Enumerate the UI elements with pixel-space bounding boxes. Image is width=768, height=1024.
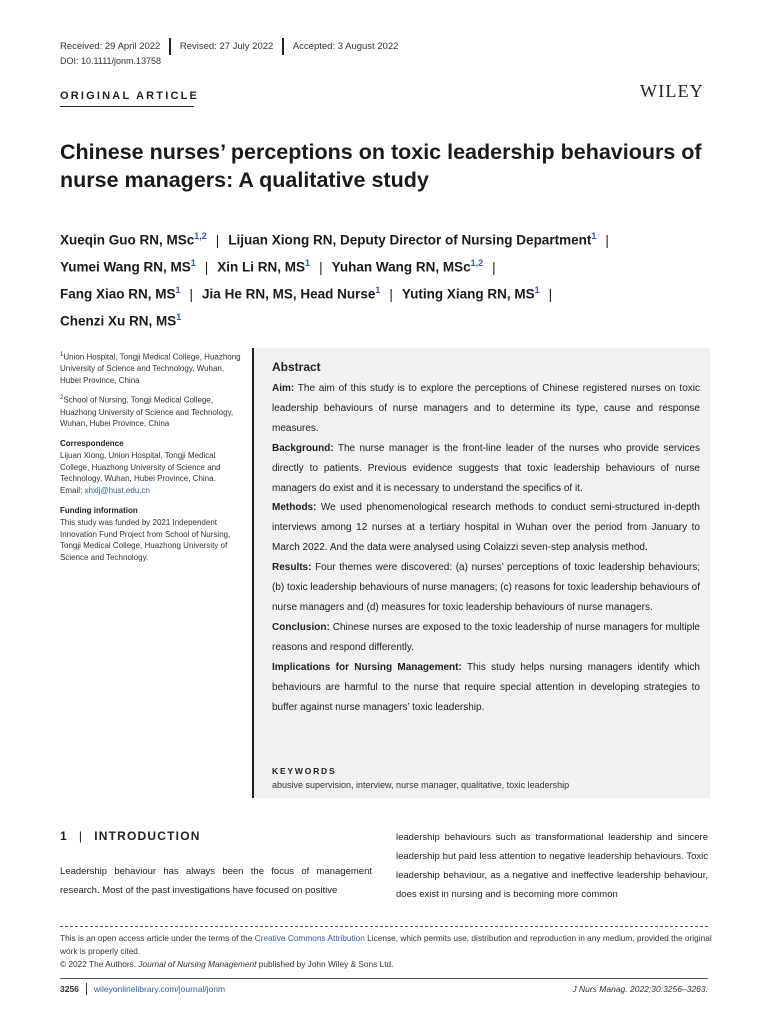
page-number: 3256 (60, 984, 79, 994)
date-line (60, 38, 398, 55)
author-affiliation-mark: 1 (190, 258, 196, 268)
journal-url-link[interactable]: wileyonlinelibrary.com/journal/jonm (93, 984, 226, 994)
body-column-right (396, 828, 708, 904)
author-separator: | (389, 286, 393, 302)
funding-heading: Funding information (60, 506, 138, 516)
accepted-date: Accepted: 3 August 2022 (292, 41, 399, 52)
footer-divider (60, 926, 708, 927)
author-separator: | (215, 232, 220, 248)
abstract-methods: Methods: We used phenomenological research methods to conduct semi-structured in-depth interviews among 12 nurses at a tertiary hospital in Wuhan over the period from January to March 2022. And the data were analysed using Colaizzi seven-step analysis method. (272, 502, 700, 554)
author-name: Xueqin Guo RN, MSc (60, 232, 195, 248)
keywords: abusive supervision, interview, nurse manager, qualitative, toxic leadership (272, 780, 570, 790)
body-paragraph: leadership behaviours such as transformational leadership and sincere leadership but paid less attention to negative leadership behaviours. Toxic leadership behaviour, as a negative and ineffective leadership behaviour, does exist in nursing and is becoming more common (396, 832, 708, 900)
author-separator: | (548, 286, 553, 302)
footer-rule (60, 978, 708, 979)
abstract-aim: Aim: The aim of this study is to explore the perceptions of Chinese registered nurses on toxic leadership behaviours of nurse managers and to determine its type, cause and response measures. (272, 383, 700, 434)
author-affiliation-mark: 1 (534, 285, 540, 295)
author-name: Fang Xiao RN, MS (60, 286, 176, 302)
author-name: Yuhan Wang RN, MSc (331, 259, 471, 275)
introduction-heading (60, 829, 201, 843)
abstract-conclusion: Conclusion: Chinese nurses are exposed to the toxic leadership of nurse managers for multiple reasons and respond differently. (272, 621, 700, 653)
doi: DOI: 10.1111/jonm.13758 (60, 56, 162, 66)
author-separator: | (204, 259, 209, 275)
license-link[interactable]: Creative Commons Attribution (254, 933, 365, 943)
author-affiliation-mark: 1 (176, 312, 182, 322)
section-number: 1 (60, 829, 68, 843)
correspondence-text: Lijuan Xiong, Union Hospital, Tongji Medical College, Huazhong University of Science and Technology, Wuhan, Hubei Province, China. Email: xhxlj@hust.edu.cn (60, 450, 221, 496)
keywords-heading: KEYWORDS (272, 766, 337, 776)
abstract (272, 356, 700, 717)
abstract-implications: Implications for Nursing Management: This study helps nursing managers identify which behaviours are harmful to the nurse that require special attention in developing strategies to buffer against nurse managers’ toxic leadership. (272, 661, 700, 713)
author-name: Xin Li RN, MS (217, 259, 306, 275)
journal-citation: J Nurs Manag. 2022;30:3256–3263. (572, 984, 708, 994)
article-info-sidebar (60, 350, 245, 570)
author-affiliation-mark: 1 (175, 285, 181, 295)
publisher-logo: WILEY (640, 81, 704, 101)
author-affiliation-mark: 1,2 (194, 231, 207, 241)
date-separator (282, 38, 284, 55)
email-link[interactable]: xhxlj@hust.edu.cn (84, 486, 150, 496)
author-list (60, 225, 740, 333)
author-separator: | (189, 286, 194, 302)
author-name: Yumei Wang RN, MS (60, 259, 191, 275)
funding-text: This study was funded by 2021 Independent Innovation Fund Project from School of Nursing, Tongji Medical College, Huazhong University of Science and Technology. (60, 517, 231, 563)
license-notice (60, 932, 720, 971)
date-separator (169, 38, 171, 55)
author-separator: | (492, 259, 496, 275)
page-footer (60, 983, 708, 995)
affiliation: $^2$School of Nursing, Tongji Medical College, Huazhong University of Science and Technology, Wuhan, Hubei Province, China (60, 395, 234, 429)
footer-separator (86, 983, 87, 995)
abstract-background: Background: The nurse manager is the front-line leader of the nurses who provide services directly to patients. Previous evidence suggests that toxic leadership behaviours of nurse managers do exist and it is necessary to understand the specifics of it. (272, 442, 700, 494)
author-affiliation-mark: 1 (591, 231, 597, 241)
author-separator: | (319, 259, 323, 275)
article-title: Chinese nurses’ perceptions on toxic leadership behaviours of nurse managers: A qualitative study (60, 140, 702, 192)
abstract-heading: Abstract (272, 360, 321, 374)
article-type: ORIGINAL ARTICLE (60, 90, 200, 102)
section-separator: | (78, 829, 84, 843)
abstract-results: Results: Four themes were discovered: (a) nurses’ perceptions of toxic leadership behaviours; (b) toxic leadership behaviours of nurse managers; (c) reasons for toxic leadership behaviours of nurse managers and (d) measures for toxic leadership behaviours of nurse managers. (272, 562, 700, 613)
revised-date: Revised: 27 July 2022 (179, 41, 274, 52)
author-name: Chenzi Xu RN, MS (60, 313, 177, 329)
section-title: INTRODUCTION (94, 829, 201, 843)
author-name: Yuting Xiang RN, MS (401, 286, 535, 302)
author-name: Jia He RN, MS, Head Nurse (202, 286, 376, 302)
author-separator: | (605, 232, 609, 248)
affiliation: $^1$Union Hospital, Tongji Medical College, Huazhong University of Science and Technology, Wuhan, Hubei Province, China (60, 352, 241, 386)
article-type-underline (60, 106, 194, 107)
author-affiliation-mark: 1,2 (470, 258, 484, 268)
license-text: This is an open access article under the terms of the Creative Commons Attribution License, which permits use, distribution and reproduction in any medium, provided the original work is properly cited. (60, 933, 712, 956)
body-column-left (60, 862, 372, 900)
correspondence-heading: Correspondence (60, 439, 124, 449)
author-affiliation-mark: 1 (305, 258, 311, 268)
author-affiliation-mark: 1 (375, 285, 381, 295)
received-date: Received: 29 April 2022 (60, 41, 161, 52)
copyright-text: © 2022 The Authors. Journal of Nursing Management published by John Wiley & Sons Ltd. (60, 959, 394, 969)
author-name: Lijuan Xiong RN, Deputy Director of Nursing Department (228, 232, 592, 248)
body-paragraph: Leadership behaviour has always been the focus of management research. Most of the past investigations have focused on positive (60, 866, 372, 896)
